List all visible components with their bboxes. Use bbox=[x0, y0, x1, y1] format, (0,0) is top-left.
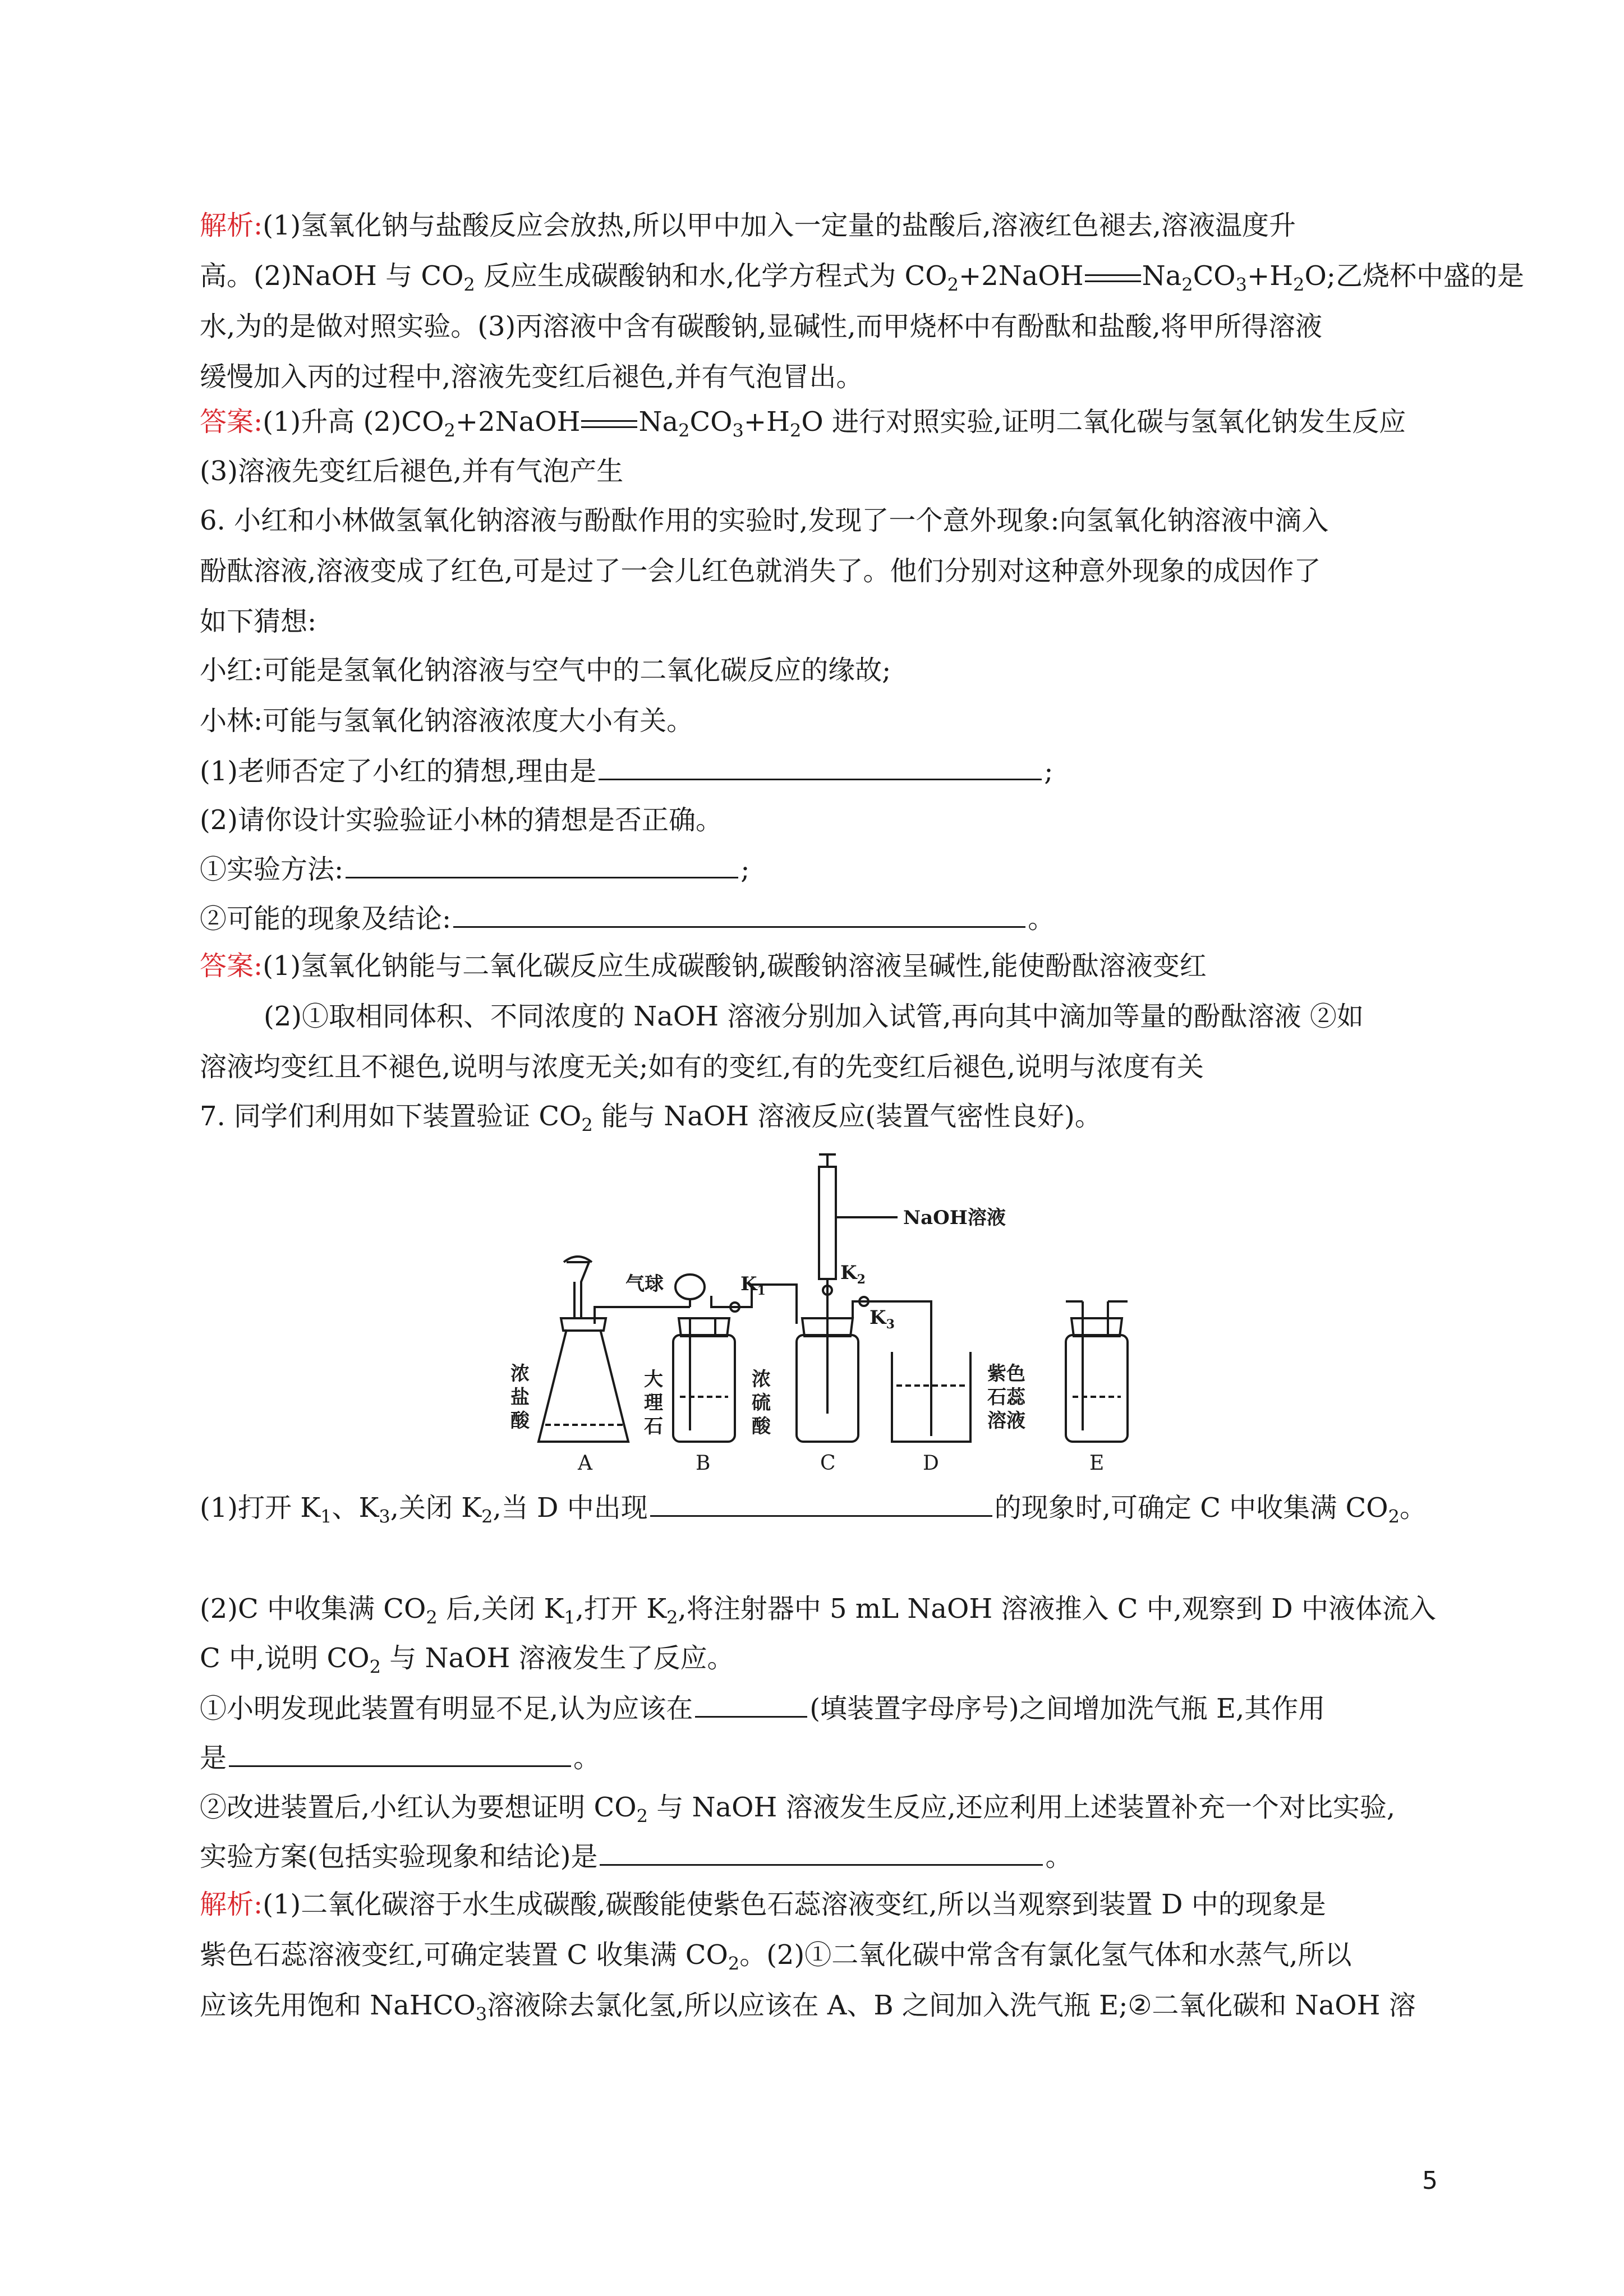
analysis-label: 解析: bbox=[200, 210, 263, 241]
q6-line9: ②可能的现象及结论: 。 bbox=[200, 903, 1055, 935]
stopper-a bbox=[561, 1318, 606, 1331]
q6-line7: (2)请你设计实验验证小林的猜想是否正确。 bbox=[200, 804, 723, 836]
answer-blank[interactable] bbox=[346, 853, 738, 878]
q7-part2: (2)C 中收集满 $CO_2$ 后,关闭 $K_1$,打开 $K_2$,将注射器中 5 mL NaOH 溶液推入 C 中,观察到 D 中液体流入 bbox=[200, 1593, 1436, 1628]
balloon-label: 气球 bbox=[625, 1273, 664, 1295]
acid-b-1: 浓 bbox=[752, 1368, 771, 1391]
marble-3: 石 bbox=[644, 1415, 663, 1438]
analysis5-line2: 高。(2)NaOH 与 $CO_2$ 反应生成碳酸钠和水,化学方程式为 $CO_2+2NaOH$ $Na_2CO_3+H_2O$;乙烧杯中盛的是 bbox=[200, 260, 1524, 296]
q6-line3: 如下猜想: bbox=[200, 606, 317, 637]
marble-2: 理 bbox=[644, 1392, 663, 1414]
equals-sign bbox=[581, 420, 637, 428]
q6-line1: 6. 小红和小林做氢氧化钠溶液与酚酞作用的实验时,发现了一个意外现象:向氢氧化钠溶液中滴入 bbox=[200, 505, 1329, 536]
answer-blank[interactable] bbox=[650, 1492, 992, 1517]
equals-sign bbox=[1085, 274, 1141, 282]
answer-label: 答案: bbox=[200, 406, 263, 438]
k2-label: $K_2$ bbox=[840, 1262, 866, 1287]
q7-part1: (1)打开 $K_1$、$K_3$,关闭 $K_2$,当 D 中出现 的现象时,可确定 C 中收集满 $CO_2$。 bbox=[200, 1492, 1427, 1527]
bottle-e bbox=[1066, 1335, 1128, 1442]
answer-blank[interactable] bbox=[453, 903, 1025, 928]
marble-1: 大 bbox=[644, 1368, 663, 1391]
answer6-line3: 溶液均变红且不褪色,说明与浓度无关;如有的变红,有的先变红后褪色,说明与浓度有关 bbox=[200, 1051, 1204, 1083]
acid-b-2: 硫 bbox=[752, 1392, 771, 1414]
funnel-a bbox=[567, 1262, 589, 1318]
analysis7-line1: 解析:(1)二氧化碳溶于水生成碳酸,碳酸能使紫色石蕊溶液变红,所以当观察到装置 D 中的现象是 bbox=[200, 1889, 1326, 1920]
k1-label: $K_1$ bbox=[740, 1273, 766, 1298]
apparatus-diagram bbox=[505, 1150, 1178, 1475]
analysis5-line4: 缓慢加入丙的过程中,溶液先变红后褪色,并有气泡冒出。 bbox=[200, 361, 863, 393]
q6-line4: 小红:可能是氢氧化钠溶液与空气中的二氧化碳反应的缘故; bbox=[200, 655, 891, 686]
stopper-b bbox=[679, 1318, 729, 1336]
answer6-line2: (2)①取相同体积、不同浓度的 NaOH 溶液分别加入试管,再向其中滴加等量的酚酞溶液 ②如 bbox=[264, 1001, 1364, 1032]
label-a: A bbox=[578, 1452, 592, 1475]
acid-b-3: 酸 bbox=[752, 1415, 771, 1438]
answer-label: 答案: bbox=[200, 950, 263, 982]
analysis5-line3: 水,为的是做对照实验。(3)丙溶液中含有碳酸钠,显碱性,而甲烧杯中有酚酞和盐酸,将甲所得溶液 bbox=[200, 311, 1323, 342]
answer5-line1: 答案:(1)升高 $(2)CO_2+2NaOH$ $Na_2CO_3+H_2O$ 进行对照实验,证明二氧化碳与氢氧化钠发生反应 bbox=[200, 406, 1406, 441]
q7-part3: C 中,说明 $CO_2$ 与 NaOH 溶液发生了反应。 bbox=[200, 1642, 734, 1678]
answer-blank[interactable] bbox=[600, 1841, 1043, 1866]
label-b: B bbox=[696, 1452, 711, 1475]
answer-blank[interactable] bbox=[599, 755, 1042, 780]
syringe-label: NaOH溶液 bbox=[903, 1207, 1006, 1229]
answer5-line2: (3)溶液先变红后褪色,并有气泡产生 bbox=[200, 455, 624, 487]
bottle-b bbox=[673, 1335, 735, 1442]
acid-a-2: 盐 bbox=[510, 1386, 530, 1409]
analysis5-line1: 解析:(1)氢氧化钠与盐酸反应会放热,所以甲中加入一定量的盐酸后,溶液红色褪去,溶液温度升 bbox=[200, 210, 1296, 241]
answer-blank[interactable] bbox=[229, 1742, 571, 1767]
q7-part6: ②改进装置后,小红认为要想证明 $CO_2$ 与 NaOH 溶液发生反应,还应利用上述装置补充一个对比实验, bbox=[200, 1792, 1396, 1827]
q6-line8: ①实验方法: ; bbox=[200, 854, 750, 885]
label-e: E bbox=[1089, 1452, 1105, 1475]
balloon-shape bbox=[675, 1274, 705, 1299]
syringe-barrel bbox=[819, 1167, 836, 1279]
litmus-2: 石蕊 bbox=[987, 1386, 1025, 1409]
syringe-plunger bbox=[819, 1154, 836, 1167]
page-number: 5 bbox=[1422, 2166, 1438, 2195]
q7-line1: 7. 同学们利用如下装置验证 $CO_2$ 能与 NaOH 溶液反应(装置气密性良好)。 bbox=[200, 1101, 1102, 1136]
k3-label: $K_3$ bbox=[869, 1306, 895, 1332]
analysis-label: 解析: bbox=[200, 1889, 263, 1920]
answer6-line1: 答案:(1)氢氧化钠能与二氧化碳反应生成碳酸钠,碳酸钠溶液呈碱性,能使酚酞溶液变红 bbox=[200, 950, 1207, 982]
q6-line6: (1)老师否定了小红的猜想,理由是 ; bbox=[200, 756, 1053, 787]
analysis7-line2: 紫色石蕊溶液变红,可确定装置 C 收集满 $CO_2$。(2)①二氧化碳中常含有氯化氢气体和水蒸气,所以 bbox=[200, 1939, 1352, 1975]
litmus-3: 溶液 bbox=[987, 1410, 1025, 1432]
acid-a-3: 酸 bbox=[510, 1410, 530, 1432]
label-c: C bbox=[820, 1452, 836, 1475]
q7-part7: 实验方案(包括实验现象和结论)是 。 bbox=[200, 1841, 1073, 1872]
q7-part4: ①小明发现此装置有明显不足,认为应该在 (填装置字母序号)之间增加洗气瓶 E,其作用 bbox=[200, 1693, 1326, 1724]
answer-blank[interactable] bbox=[695, 1692, 807, 1718]
label-d: D bbox=[923, 1452, 939, 1475]
litmus-1: 紫色 bbox=[987, 1363, 1025, 1385]
q7-part5: 是 。 bbox=[200, 1742, 601, 1774]
acid-a-1: 浓 bbox=[510, 1363, 530, 1385]
tubes-e bbox=[1066, 1301, 1128, 1430]
q6-line2: 酚酞溶液,溶液变成了红色,可是过了一会儿红色就消失了。他们分别对这种意外现象的成因作了 bbox=[200, 555, 1321, 587]
analysis7-line3: 应该先用饱和 NaHCO$_3$溶液除去氯化氢,所以应该在 A、B 之间加入洗气瓶 E;②二氧化碳和 NaOH 溶 bbox=[200, 1990, 1416, 2025]
stopper-e bbox=[1071, 1318, 1122, 1336]
q6-line5: 小林:可能与氢氧化钠溶液浓度大小有关。 bbox=[200, 705, 694, 737]
